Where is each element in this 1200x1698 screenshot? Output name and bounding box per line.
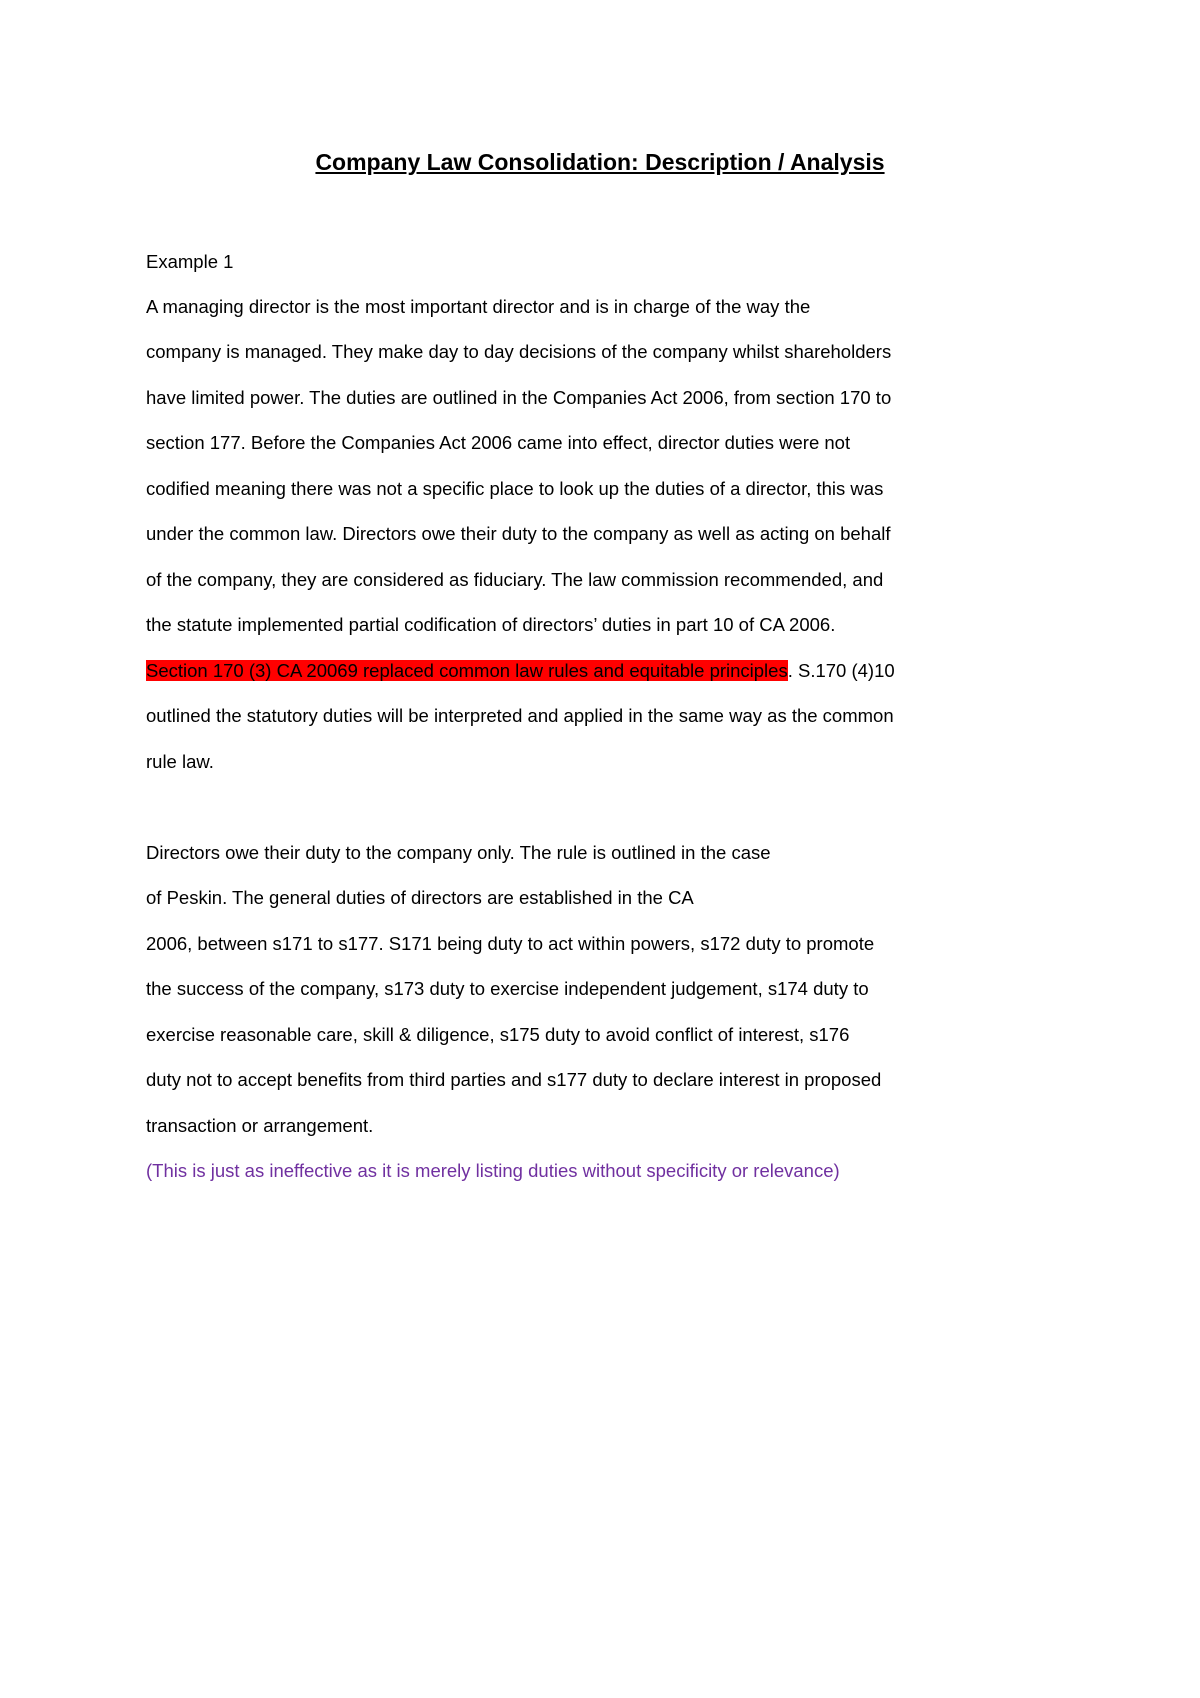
- para1-line-2: company is managed. They make day to day decisions of the company whilst shareholders: [146, 341, 892, 362]
- para1-line-6: under the common law. Directors owe their duty to the company as well as acting on behalf: [146, 523, 891, 544]
- para1-line-11: rule law.: [146, 751, 214, 772]
- para2-line-4: the success of the company, s173 duty to exercise independent judgement, s174 duty to: [146, 978, 869, 999]
- para1-line-3: have limited power. The duties are outlined in the Companies Act 2006, from section 170 to: [146, 387, 892, 408]
- para2-line-7: transaction or arrangement.: [146, 1115, 374, 1136]
- para1-line-7: of the company, they are considered as fiduciary. The law commission recommended, and: [146, 569, 884, 590]
- para1-line-4: section 177. Before the Companies Act 2006 came into effect, director duties were not: [146, 432, 851, 453]
- para1-line-10: outlined the statutory duties will be interpreted and applied in the same way as the common: [146, 705, 894, 726]
- para1-line-9-rest: . S.170 (4)10: [787, 660, 895, 681]
- para2-line-6: duty not to accept benefits from third parties and s177 duty to declare interest in proposed: [146, 1069, 882, 1090]
- para1-line-8: the statute implemented partial codification of directors’ duties in part 10 of CA 2006.: [146, 614, 836, 635]
- para2-line-5: exercise reasonable care, skill & diligence, s175 duty to avoid conflict of interest, s176: [146, 1024, 850, 1045]
- document-title: Company Law Consolidation: Description / Analysis: [315, 149, 885, 175]
- analysis-note: (This is just as ineffective as it is merely listing duties without specificity or relevance): [146, 1160, 840, 1181]
- para2-line-2: of Peskin. The general duties of directors are established in the CA: [146, 887, 694, 908]
- example-label: Example 1: [146, 251, 234, 272]
- para2-line-3: 2006, between s171 to s177. S171 being duty to act within powers, s172 duty to promote: [146, 933, 875, 954]
- para1-line-1: A managing director is the most important director and is in charge of the way the: [146, 296, 811, 317]
- para2-line-1: Directors owe their duty to the company only. The rule is outlined in the case: [146, 842, 771, 863]
- highlighted-text: Section 170 (3) CA 20069 replaced common law rules and equitable principles: [146, 660, 788, 681]
- para1-line-5: codified meaning there was not a specific place to look up the duties of a director, this was: [146, 478, 884, 499]
- para1-line-9: [146, 659, 895, 683]
